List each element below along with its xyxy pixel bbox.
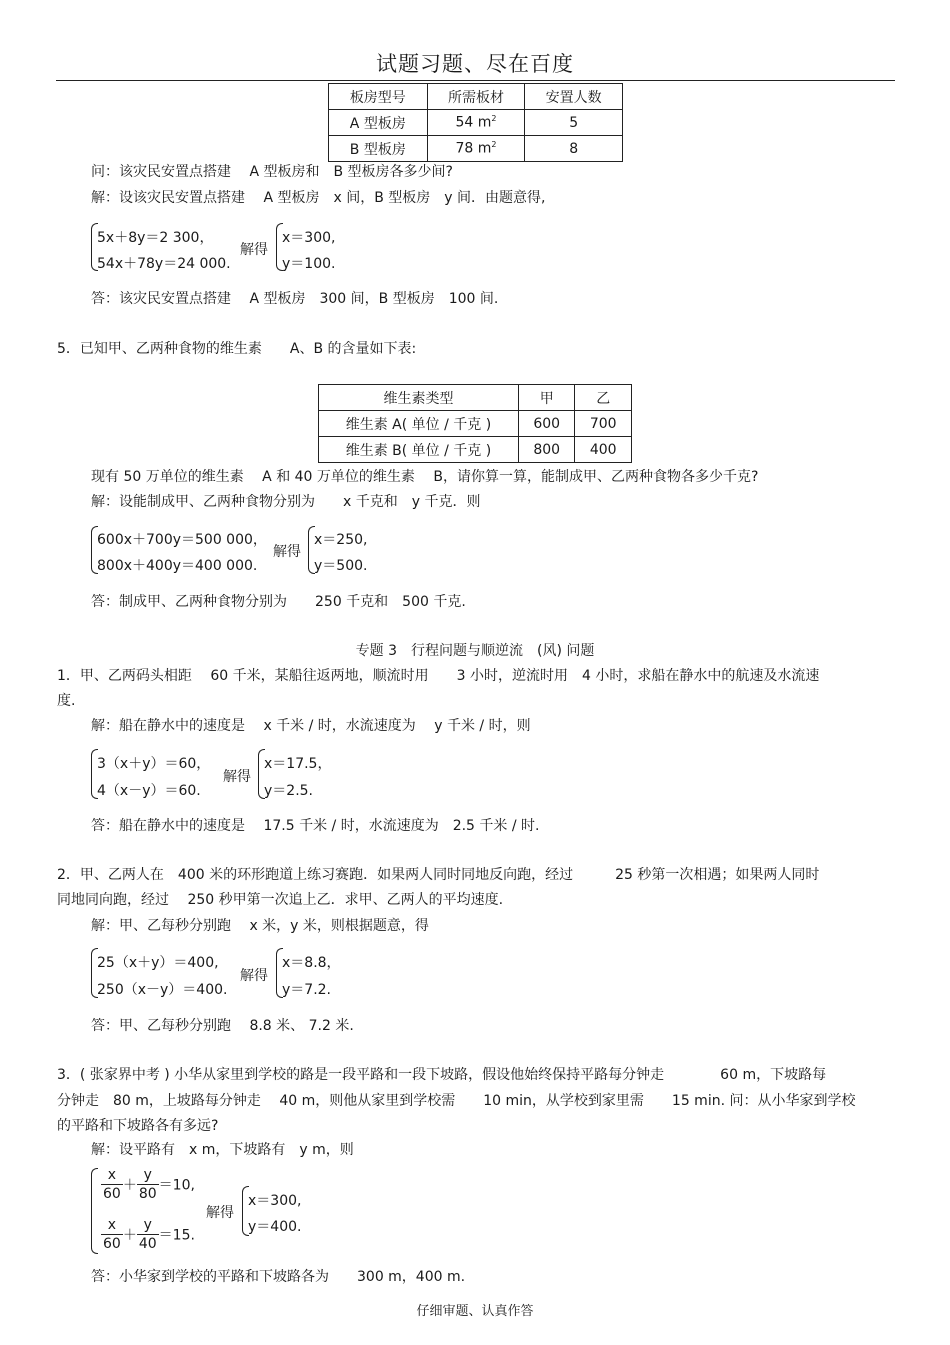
question-2-solution: 解：甲、乙每秒分别跑 x 米，y 米，则根据题意，得: [91, 918, 429, 934]
numerator: x: [101, 1216, 123, 1235]
problem-4-answer: 答：该灾民安置点搭建 A 型板房 300 间，B 型板房 100 间.: [91, 291, 499, 307]
question-1-line: 1．甲、乙两码头相距 60 千米，某船往返两地，顺流时用 3 小时，逆流时用 4 小时，求船在静水中的航速及水流速: [57, 668, 820, 684]
denominator: 80: [138, 1186, 157, 1202]
table-cell: 8: [525, 136, 623, 162]
table-row: [329, 110, 623, 136]
question-2-line: 同地同向跑，经过 250 秒甲第一次追上乙．求甲、乙两人的平均速度.: [57, 892, 504, 908]
solve-label: 解得: [240, 968, 268, 984]
material-value: 54 m: [455, 114, 492, 131]
table-header-cell: 乙: [575, 385, 632, 411]
table-cell: 800: [518, 437, 575, 463]
equation-line: 250（x－y）＝400.: [97, 982, 228, 998]
problem-5-solution: 解：设能制成甲、乙两种食物分别为 x 千克和 y 千克．则: [91, 494, 481, 510]
header-divider: [56, 80, 895, 81]
fraction: [137, 1166, 159, 1203]
table-header-cell: 甲: [518, 385, 575, 411]
table-header-cell: 所需板材: [427, 84, 525, 110]
unit-superscript: 2: [491, 114, 497, 124]
solve-label: 解得: [223, 769, 251, 785]
unit-superscript: 2: [491, 140, 497, 150]
material-value: 78 m: [455, 140, 492, 157]
solve-label: 解得: [206, 1205, 234, 1221]
table-header-cell: 安置人数: [525, 84, 623, 110]
equation-line: 3（x＋y）＝60，: [97, 756, 211, 772]
problem-5-answer: 答：制成甲、乙两种食物分别为 250 千克和 500 千克.: [91, 594, 466, 610]
result-line: x＝8.8，: [282, 955, 341, 971]
result-line: x＝300,: [282, 230, 336, 246]
table-cell: [427, 110, 525, 136]
denominator: 60: [103, 1186, 121, 1202]
equation-brace: [91, 1168, 98, 1254]
problem-5-text: 现有 50 万单位的维生素 A 和 40 万单位的维生素 B，请你算一算，能制成甲、乙两种食物各多少千克?: [91, 469, 759, 485]
equation-line: 4（x－y）＝60.: [97, 783, 201, 799]
solve-label: 解得: [240, 242, 268, 258]
question-1-answer: 答：船在静水中的速度是 17.5 千米 / 时，水流速度为 2.5 千米 / 时.: [91, 818, 540, 834]
denominator: 40: [138, 1236, 157, 1252]
equation-rhs: ＝10,: [158, 1177, 195, 1194]
equation-line: 25（x＋y）＝400,: [97, 955, 219, 971]
vitamin-table: [318, 384, 632, 463]
fraction: [101, 1216, 123, 1253]
fraction-equation-1: [101, 1166, 195, 1203]
table-cell: 600: [518, 411, 575, 437]
table-header-row: [329, 84, 623, 110]
result-line: y＝500.: [314, 558, 368, 574]
question-3-answer: 答：小华家到学校的平路和下坡路各为 300 m，400 m.: [91, 1269, 466, 1285]
equation-line: 600x＋700y＝500 000，: [97, 532, 267, 548]
result-line: y＝100.: [282, 256, 336, 272]
board-house-table: [328, 83, 623, 162]
table-row: [319, 437, 632, 463]
equation-rhs: ＝15.: [158, 1227, 195, 1244]
fraction: [137, 1216, 159, 1253]
question-3-line: 分钟走 80 m，上坡路每分钟走 40 m，则他从家里到学校需 10 min，从学校到家里需 15 min. 问：从小华家到学校: [57, 1093, 856, 1109]
table-row: [329, 136, 623, 162]
table-header-cell: 维生素类型: [319, 385, 519, 411]
plus-sign: ＋: [122, 1177, 137, 1194]
solve-label: 解得: [273, 544, 301, 560]
denominator: 60: [103, 1236, 121, 1252]
page-footer: 仔细审题、认真作答: [416, 1304, 534, 1319]
result-line: y＝7.2.: [282, 982, 331, 998]
table-cell: 700: [575, 411, 632, 437]
equation-line: 800x＋400y＝400 000.: [97, 558, 258, 574]
numerator: y: [137, 1216, 159, 1235]
result-line: x＝300,: [248, 1193, 302, 1209]
plus-sign: ＋: [122, 1227, 137, 1244]
question-1-line: 度.: [57, 693, 76, 709]
question-3-line: 3．( 张家界中考 ) 小华从家里到学校的路是一段平路和一段下坡路，假设他始终保持平路每分钟走 60 m，下坡路每: [57, 1067, 827, 1083]
numerator: x: [101, 1166, 123, 1185]
result-line: y＝400.: [248, 1219, 302, 1235]
table-cell: 400: [575, 437, 632, 463]
fraction-equation-2: [101, 1216, 195, 1253]
result-line: x＝17.5，: [264, 756, 332, 772]
table-cell: [427, 136, 525, 162]
table-cell: 维生素 B( 单位 / 千克 ): [319, 437, 519, 463]
table-row: [319, 411, 632, 437]
equation-line: 54x＋78y＝24 000.: [97, 256, 231, 272]
question-3-solution: 解：设平路有 x m，下坡路有 y m，则: [91, 1142, 354, 1158]
table-cell: 维生素 A( 单位 / 千克 ): [319, 411, 519, 437]
numerator: y: [137, 1166, 159, 1185]
table-cell: 5: [525, 110, 623, 136]
problem-4-solution: 解：设该灾民安置点搭建 A 型板房 x 间，B 型板房 y 间．由题意得,: [91, 190, 546, 206]
result-line: x＝250,: [314, 532, 368, 548]
table-cell: A 型板房: [329, 110, 428, 136]
problem-5-question: 5．已知甲、乙两种食物的维生素 A、B 的含量如下表:: [57, 341, 417, 357]
table-header-cell: 板房型号: [329, 84, 428, 110]
table-header-row: [319, 385, 632, 411]
fraction: [101, 1166, 123, 1203]
problem-4-question: 问：该灾民安置点搭建 A 型板房和 B 型板房各多少间?: [91, 164, 453, 180]
table-cell: B 型板房: [329, 136, 428, 162]
section-title: 专题 3 行程问题与顺逆流 (风) 问题: [355, 643, 595, 659]
question-3-line: 的平路和下坡路各有多远?: [57, 1118, 219, 1134]
page-header-title: 试题习题、尽在百度: [376, 52, 574, 76]
result-line: y＝2.5.: [264, 783, 313, 799]
equation-line: 5x＋8y＝2 300，: [97, 230, 214, 246]
question-2-line: 2．甲、乙两人在 400 米的环形跑道上练习赛跑．如果两人同时同地反向跑，经过 25 秒第一次相遇；如果两人同时: [57, 867, 820, 883]
question-1-solution: 解：船在静水中的速度是 x 千米 / 时，水流速度为 y 千米 / 时，则: [91, 718, 531, 734]
question-2-answer: 答：甲、乙每秒分别跑 8.8 米、 7.2 米.: [91, 1018, 354, 1034]
